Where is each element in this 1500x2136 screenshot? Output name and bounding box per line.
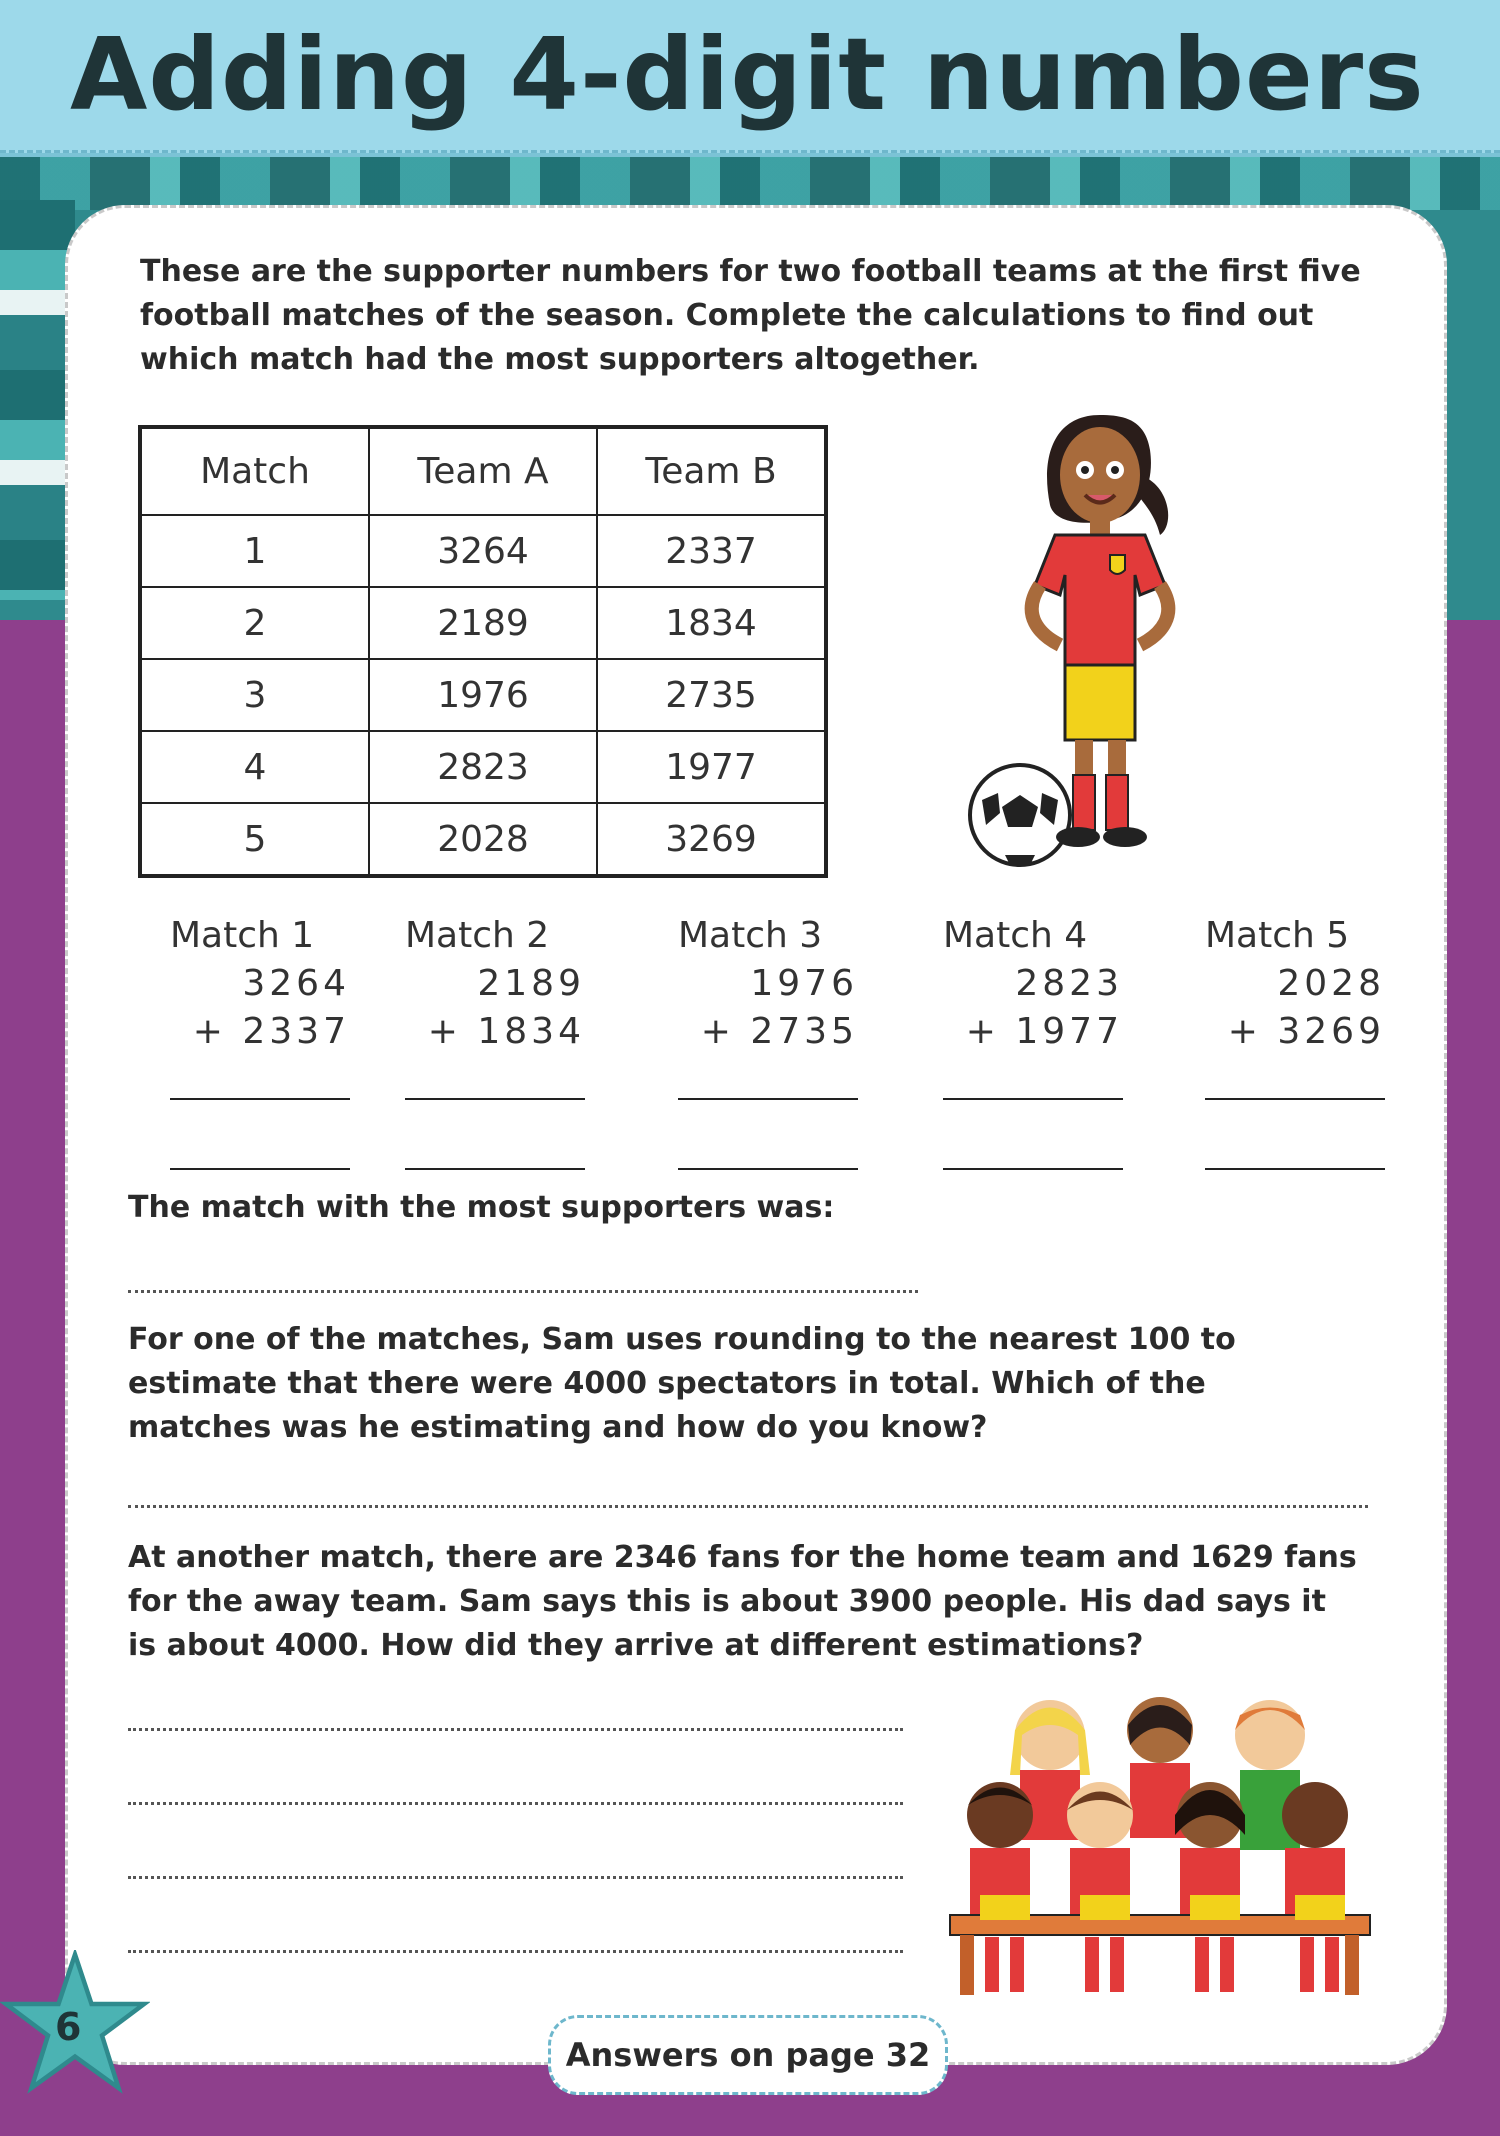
supporter-table <box>138 425 828 878</box>
table-header-cell: Team A <box>369 427 597 515</box>
sum-addend: + 1977 <box>965 1011 1123 1052</box>
question-estimations: At another match, there are 2346 fans for the home team and 1629 fans for the away team. Sam says this is about 3900 people. His dad says it is about 4000. How did they arrive at different estimations? <box>128 1540 1357 1663</box>
girl-footballer-illustration <box>960 395 1240 875</box>
table-cell: 3264 <box>369 515 597 587</box>
table-cell: 1976 <box>369 659 597 731</box>
table-header-row <box>140 427 826 515</box>
table-cell: 1 <box>140 515 369 587</box>
page-title: Adding 4-digit numbers <box>70 16 1425 133</box>
table-cell: 2028 <box>369 803 597 876</box>
sum-label: Match 1 <box>170 915 315 956</box>
answer-line[interactable] <box>405 1168 585 1170</box>
sum-label: Match 4 <box>943 915 1088 956</box>
table-cell: 5 <box>140 803 369 876</box>
sum-addend: 3264 <box>242 963 350 1004</box>
sum-match-3 <box>678 915 878 1056</box>
table-row <box>140 515 826 587</box>
answer-line[interactable] <box>170 1098 350 1100</box>
table-row <box>140 803 826 876</box>
table-header-cell: Team B <box>597 427 826 515</box>
sum-match-1 <box>170 915 370 1056</box>
sum-addend: + 1834 <box>427 1011 585 1052</box>
sum-addend: 2028 <box>1277 963 1385 1004</box>
intro-text: These are the supporter numbers for two football teams at the first five football matches of the season. Complete the calculations to find out which match had the most supporters altogether. <box>140 254 1361 377</box>
table-row <box>140 659 826 731</box>
table-cell: 2 <box>140 587 369 659</box>
sum-addend: 1976 <box>750 963 858 1004</box>
sum-label: Match 5 <box>1205 915 1350 956</box>
answer-line[interactable] <box>678 1098 858 1100</box>
table-cell: 1977 <box>597 731 826 803</box>
table-cell: 3269 <box>597 803 826 876</box>
table-cell: 1834 <box>597 587 826 659</box>
answer-line[interactable] <box>128 1505 1368 1508</box>
table-cell: 3 <box>140 659 369 731</box>
table-cell: 4 <box>140 731 369 803</box>
sum-match-2 <box>405 915 605 1056</box>
background-plaid-strip <box>0 150 1500 210</box>
sum-match-5 <box>1205 915 1405 1056</box>
answer-line[interactable] <box>943 1098 1123 1100</box>
answer-line[interactable] <box>128 1290 918 1293</box>
answer-line[interactable] <box>128 1728 903 1731</box>
answer-line[interactable] <box>128 1876 903 1879</box>
table-row <box>140 587 826 659</box>
sum-addend: 2189 <box>477 963 585 1004</box>
sum-addend: + 3269 <box>1227 1011 1385 1052</box>
table-cell: 2823 <box>369 731 597 803</box>
answers-note: Answers on page 32 <box>548 2015 948 2095</box>
team-bench-illustration <box>940 1685 1380 2015</box>
answer-line[interactable] <box>678 1168 858 1170</box>
answer-line[interactable] <box>943 1168 1123 1170</box>
table-cell: 2735 <box>597 659 826 731</box>
answer-line[interactable] <box>170 1168 350 1170</box>
sum-addend: + 2735 <box>700 1011 858 1052</box>
answer-line[interactable] <box>1205 1098 1385 1100</box>
table-header-cell: Match <box>140 427 369 515</box>
table-cell: 2337 <box>597 515 826 587</box>
sum-label: Match 2 <box>405 915 550 956</box>
sum-addend: + 2337 <box>192 1011 350 1052</box>
answer-line[interactable] <box>128 1950 903 1953</box>
sum-match-4 <box>943 915 1143 1056</box>
answer-line[interactable] <box>1205 1168 1385 1170</box>
background-plaid-left <box>0 200 75 600</box>
table-cell: 2189 <box>369 587 597 659</box>
question-rounding: For one of the matches, Sam uses rounding to the nearest 100 to estimate that there were 4000 spectators in total. Which of the matches was he estimating and how do you know? <box>128 1322 1236 1445</box>
sum-label: Match 3 <box>678 915 823 956</box>
page-number: 6 <box>55 2005 82 2049</box>
sum-addend: 2823 <box>1015 963 1123 1004</box>
title-banner <box>0 0 1500 153</box>
answer-line[interactable] <box>128 1802 903 1805</box>
question-most-supporters: The match with the most supporters was: <box>128 1190 835 1225</box>
table-row <box>140 731 826 803</box>
answer-line[interactable] <box>405 1098 585 1100</box>
